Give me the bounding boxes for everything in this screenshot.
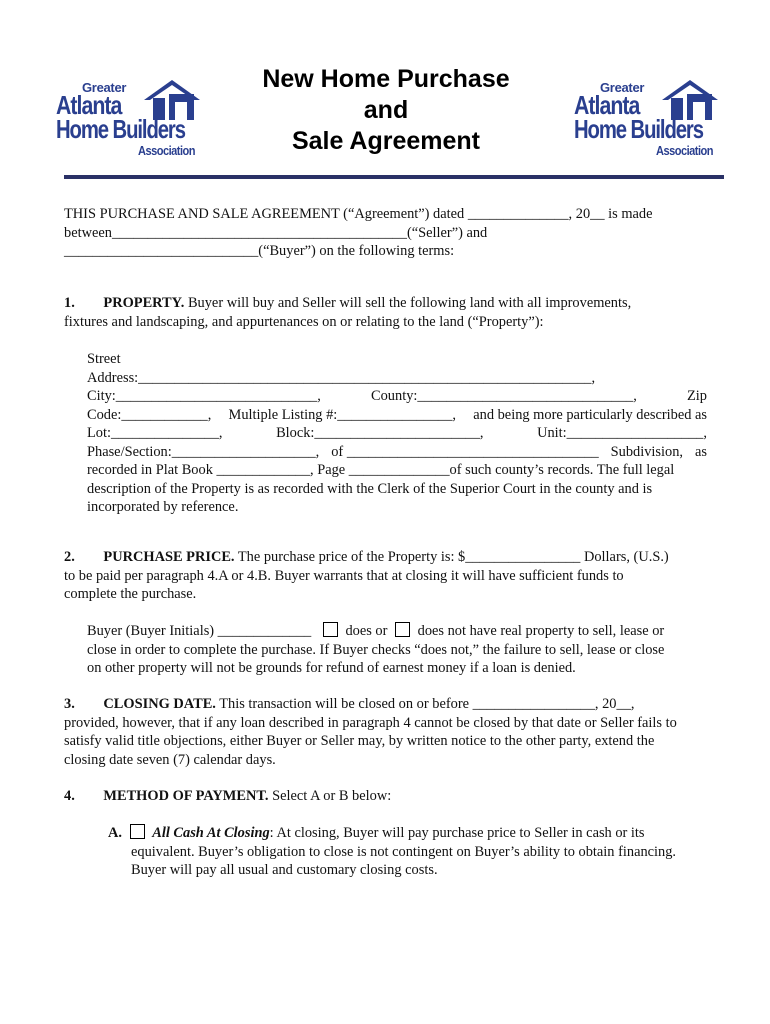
header-divider bbox=[64, 175, 724, 179]
does-or-label: does or bbox=[345, 623, 388, 639]
street-label: Street bbox=[87, 351, 121, 367]
logo-association-text: Association bbox=[656, 143, 714, 158]
logo-home-builders-text: Home Builders bbox=[56, 114, 185, 144]
unit-field: Unit:___________________, bbox=[537, 425, 707, 441]
incorporated-line: incorporated by reference. bbox=[87, 499, 239, 515]
section-1-text-b: fixtures and landscaping, and appurtenances on or relating to the land (“Property”): bbox=[64, 313, 544, 330]
intro-line-2: between_________________________________________(“Seller”) and bbox=[64, 224, 488, 241]
logo-greater-text: Greater bbox=[82, 80, 127, 95]
title-line-3: Sale Agreement bbox=[291, 127, 481, 155]
gahba-logo-left bbox=[56, 78, 204, 158]
logo-atlanta-text: Atlanta bbox=[56, 90, 122, 120]
section-3-text-d: closing date seven (7) calendar days. bbox=[64, 751, 276, 768]
subdivision-of-field: of ___________________________________ bbox=[331, 443, 599, 460]
section-3-text-c: satisfy valid title objections, either Buyer or Seller may, by written notice to the other party, extend the bbox=[64, 733, 655, 749]
section-3-text-b: provided, however, that if any loan described in paragraph 4 cannot be closed by that date or Seller fails to bbox=[64, 714, 677, 731]
title-line-1: New Home Purchase bbox=[262, 65, 510, 93]
property-fields bbox=[87, 350, 707, 517]
address-field: Address:_______________________________________________________________, bbox=[87, 369, 596, 386]
described-text: and being more particularly described as bbox=[473, 406, 707, 423]
section-2-text-a: The purchase price of the Property is: $________________ Dollars, (U.S.) bbox=[237, 549, 669, 565]
section-method-of-payment bbox=[64, 787, 724, 806]
subdivision-label: Subdivision, bbox=[610, 443, 684, 460]
option-a-all-cash bbox=[108, 824, 708, 880]
county-field: County:______________________________, bbox=[371, 388, 637, 404]
section-2-number: 2. bbox=[64, 549, 75, 565]
section-1-text-a: Buyer will buy and Seller will sell the following land with all improvements, bbox=[187, 295, 632, 311]
legal-description-line: description of the Property is as recorded with the Clerk of the Superior Court in the county and is bbox=[87, 480, 653, 497]
mls-field: Multiple Listing #:________________, bbox=[228, 406, 457, 423]
section-3-heading: CLOSING DATE. bbox=[103, 696, 216, 712]
block-field: Block:_______________________, bbox=[276, 425, 484, 441]
section-4-number: 4. bbox=[64, 788, 75, 804]
does-not-label: does not have real property to sell, lease or bbox=[417, 623, 665, 639]
section-1-heading: PROPERTY. bbox=[103, 295, 185, 311]
phase-section-field: Phase/Section:____________________, bbox=[87, 443, 320, 460]
all-cash-checkbox[interactable] bbox=[130, 824, 145, 839]
section-closing-date bbox=[64, 695, 724, 769]
intro-line-3: ___________________________(“Buyer”) on the following terms: bbox=[64, 243, 455, 259]
logo-home-builders-text: Home Builders bbox=[574, 114, 703, 144]
does-checkbox[interactable] bbox=[323, 622, 338, 637]
title-line-2: and bbox=[363, 96, 409, 124]
does-not-checkbox[interactable] bbox=[395, 622, 410, 637]
zip-label: Zip bbox=[687, 388, 707, 404]
section-2-text-c: complete the purchase. bbox=[64, 586, 197, 602]
as-text: as bbox=[695, 443, 707, 460]
zip-code-field: Code:____________, bbox=[87, 406, 212, 423]
plat-book-line: recorded in Plat Book _____________, Page ______________of such county’s records. The full legal bbox=[87, 462, 675, 478]
section-property bbox=[64, 294, 724, 331]
intro-paragraph bbox=[64, 205, 724, 261]
section-4-text-a: Select A or B below: bbox=[272, 788, 392, 804]
section-3-text-a: This transaction will be closed on or before _________________, 20__, bbox=[219, 696, 635, 712]
all-cash-text-2: equivalent. Buyer’s obligation to close is not contingent on Buyer’s ability to obtain financing. bbox=[131, 843, 677, 860]
real-property-line-3: on other property will not be grounds for refund of earnest money if a loan is denied. bbox=[87, 660, 576, 676]
section-1-number: 1. bbox=[64, 295, 75, 311]
logo-atlanta-text: Atlanta bbox=[574, 90, 640, 120]
all-cash-text-1: : At closing, Buyer will pay purchase price to Seller in cash or its bbox=[269, 825, 645, 841]
real-property-line-2: close in order to complete the purchase. If Buyer checks “does not,” the failure to sell, lease or close bbox=[87, 641, 665, 658]
real-property-clause bbox=[87, 622, 711, 678]
section-2-text-b: to be paid per paragraph 4.A or 4.B. Buyer warrants that at closing it will have sufficient funds to bbox=[64, 567, 624, 584]
all-cash-text-3: Buyer will pay all usual and customary closing costs. bbox=[131, 862, 438, 878]
lot-field: Lot:_______________, bbox=[87, 425, 223, 441]
option-a-label: A. bbox=[108, 825, 122, 841]
section-4-heading: METHOD OF PAYMENT. bbox=[103, 788, 269, 804]
section-3-number: 3. bbox=[64, 696, 75, 712]
logo-greater-text: Greater bbox=[600, 80, 645, 95]
logo-association-text: Association bbox=[138, 143, 196, 158]
intro-line-1: THIS PURCHASE AND SALE AGREEMENT (“Agreement”) dated ______________, 20__ is made bbox=[64, 206, 653, 222]
section-purchase-price bbox=[64, 548, 724, 604]
document-title bbox=[236, 64, 536, 157]
buyer-initials-field: Buyer (Buyer Initials) _____________ bbox=[87, 623, 312, 639]
gahba-logo-right bbox=[574, 78, 722, 158]
section-2-heading: PURCHASE PRICE. bbox=[103, 549, 235, 565]
city-field: City:____________________________, bbox=[87, 388, 321, 404]
all-cash-heading: All Cash At Closing bbox=[152, 825, 270, 841]
